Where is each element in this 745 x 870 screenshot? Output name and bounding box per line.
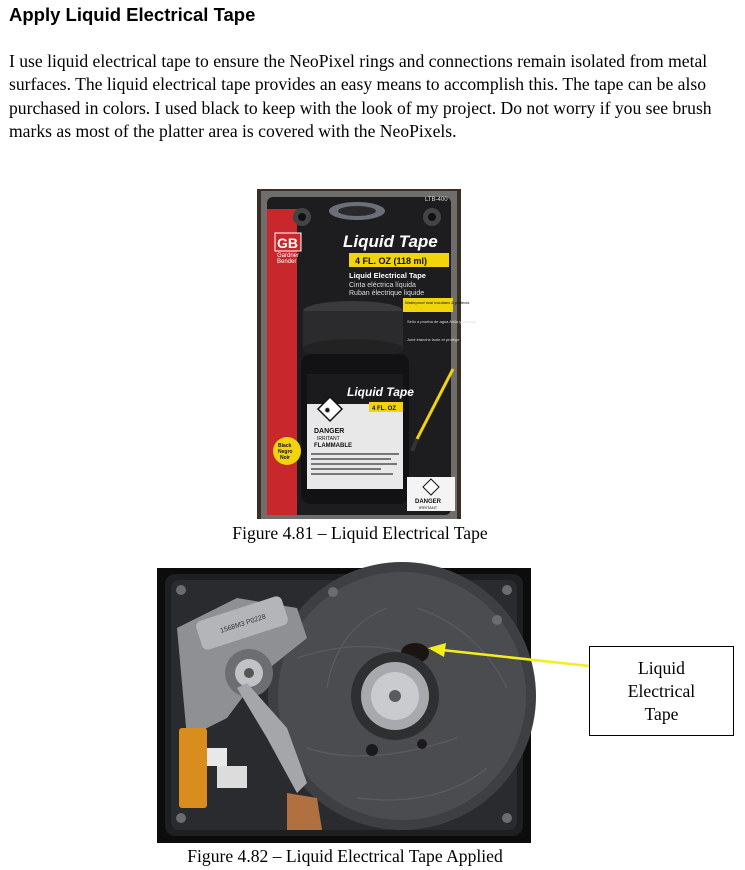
svg-text:✹: ✹ [324,406,331,415]
svg-text:1568M3 P0228: 1568M3 P0228 [219,613,267,635]
flammable-label: FLAMMABLE [314,443,352,449]
callout-box [589,646,734,736]
figure-caption-4-82: Figure 4.82 – Liquid Electrical Tape Applied [187,846,503,866]
brand-name-1: Gardner [277,253,300,259]
corner-danger-label: DANGER [415,499,442,505]
feature-fr: Joint étanche Isole et protège [407,337,460,342]
jar-volume: 4 FL. OZ [372,406,396,412]
feature-en: Waterproof seal Insulates & protects [405,300,470,305]
hard-drive-photo [157,568,531,843]
brand-name-2: Bender [277,259,297,265]
product-title: Liquid Tape [343,232,438,251]
jar-label: Liquid Tape [347,385,414,399]
color-badge-1: Black [278,443,292,449]
feature-es: Sello a prueba de agua Aísla y protege [407,319,476,324]
section-heading: Apply Liquid Electrical Tape [9,4,256,25]
subtitle-fr: Ruban électrique liquide [349,290,425,297]
color-badge-3: Noir [280,455,290,461]
body-paragraph: I use liquid electrical tape to ensure the NeoPixel rings and connections remain isolated from metal surfaces. The liquid electrical tape provides an easy means to accomplish this. The tape can be also purchased in colors. I used black to keep with the look of my project. Do not worry if you see brush marks as most of the platter area is covered with the NeoPixels. [9,51,712,142]
danger-label: DANGER [314,428,345,435]
irritant-label: IRRITANT [317,436,340,442]
subtitle-es: Cinta eléctrica líquida [349,282,416,289]
color-badge-2: Negro [278,449,293,455]
figure-caption-4-81: Figure 4.81 – Liquid Electrical Tape [232,523,488,543]
liquid-tape-package-photo [257,189,476,519]
callout-label: Liquid Electrical Tape [627,657,696,724]
brand-logo: GB [277,235,298,251]
subtitle-en: Liquid Electrical Tape [349,271,426,280]
product-code: LTB-400 [425,197,448,203]
corner-irritant-label: IRRITANT [419,505,438,510]
product-volume: 4 FL. OZ (118 ml) [355,256,428,266]
